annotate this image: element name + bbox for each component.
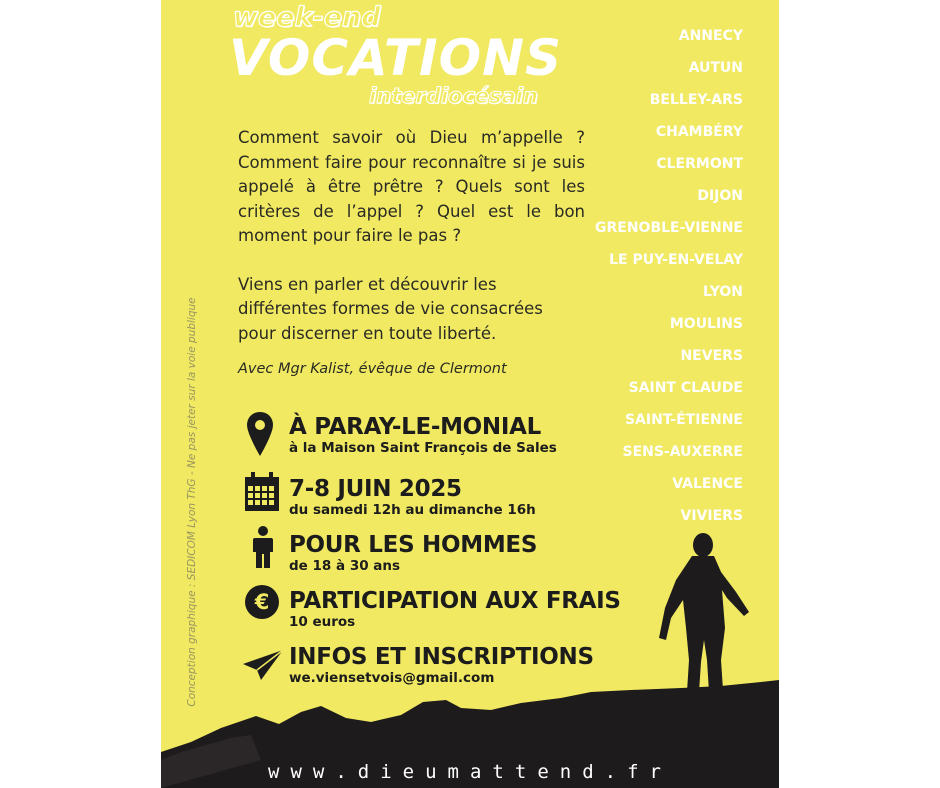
intro-paragraph-1: Comment savoir où Dieu m’appelle ? Comment faire pour reconnaître si je suis appelé à être prêtre ? Quels sont les critères de l’appel ? Quel est le bon moment pour faire le pas ? [238,128,585,245]
diocese-item: BELLEY-ARS [649,92,743,108]
detail-sub: à la Maison Saint François de Sales [289,440,557,456]
detail-heading: PARTICIPATION AUX FRAIS [289,588,621,614]
title-vocations: VOCATIONS [229,29,562,87]
detail-email[interactable]: we.viensetvois@gmail.com [289,670,495,686]
diocese-item: VALENCE [672,476,743,492]
diocese-item: NEVERS [680,348,743,364]
design-credit: Conception graphique : SEDICOM Lyon ThG - Ne pas jeter sur la voie publique [186,297,198,707]
diocese-item: GRENOBLE-VIENNE [594,220,743,236]
diocese-item: SAINT CLAUDE [628,380,743,396]
diocese-item: CHAMBÉRY [655,124,743,140]
diocese-item: MOULINS [669,316,743,332]
speaker-line: Avec Mgr Kalist, évêque de Clermont [238,361,507,377]
intro-paragraph-2: Viens en parler et découvrir les différentes formes de vie consacrées pour discerner en toute liberté. [238,274,543,343]
poster [161,0,779,788]
diocese-item: ANNECY [678,28,743,44]
diocese-item: AUTUN [688,60,743,76]
detail-heading: POUR LES HOMMES [289,532,538,558]
diocese-item: LYON [703,284,743,300]
title-interdiocesain: interdiocésain [369,84,538,108]
diocese-item: LE PUY-EN-VELAY [609,252,743,268]
diocese-item: CLERMONT [656,156,743,172]
diocese-item: SAINT-ÉTIENNE [624,412,743,428]
detail-sub: de 18 à 30 ans [289,558,401,574]
detail-sub: 10 euros [289,614,356,630]
diocese-item: DIJON [697,188,743,204]
detail-heading: INFOS ET INSCRIPTIONS [289,644,594,670]
detail-heading: 7-8 JUIN 2025 [289,476,462,502]
title-weekend: week-end [233,2,381,33]
svg-text:€: € [254,590,270,614]
diocese-item: SENS-AUXERRE [622,444,743,460]
website-url[interactable]: www.dieumattend.fr [268,761,672,783]
detail-sub: du samedi 12h au dimanche 16h [289,502,536,518]
detail-heading: À PARAY-LE-MONIAL [289,414,541,440]
mountain-silhouette [161,0,779,788]
diocese-item: VIVIERS [680,508,743,524]
